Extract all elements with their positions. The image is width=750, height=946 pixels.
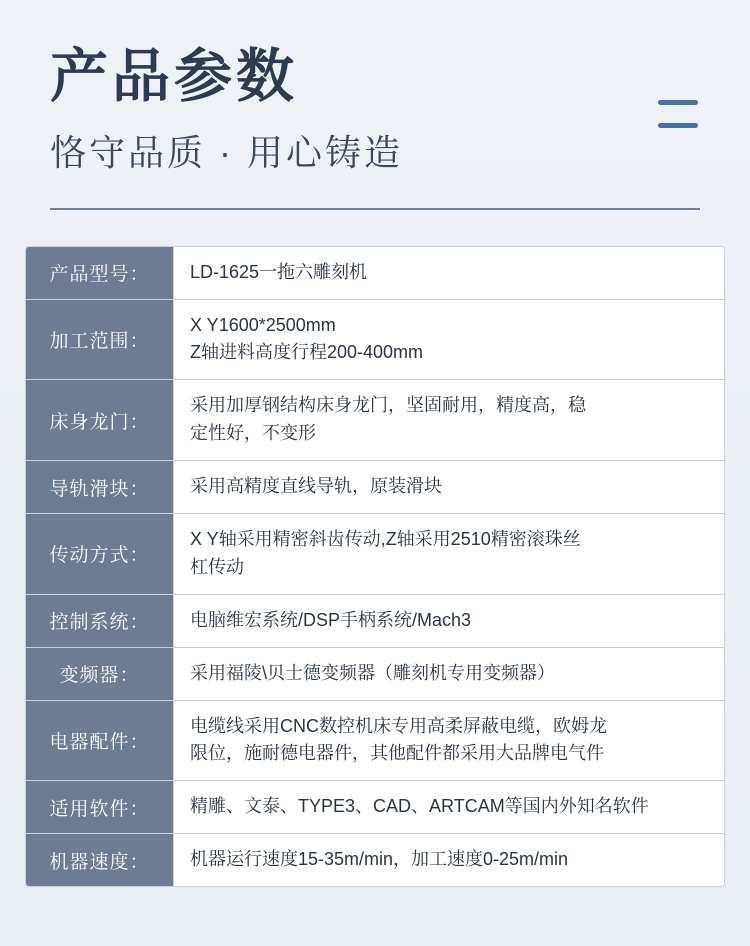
- spec-value-line: X Y1600*2500mm: [190, 314, 336, 335]
- table-row: [26, 648, 724, 701]
- spec-value-line: 采用加厚钢结构床身龙门，坚固耐用，精度高，稳: [190, 395, 586, 416]
- spec-value: [174, 781, 724, 833]
- spec-label: 传动方式：: [26, 514, 174, 594]
- spec-value: [174, 380, 724, 460]
- table-row: [26, 461, 724, 514]
- spec-value-line: 电脑维宏系统/DSP手柄系统/Mach3: [190, 609, 472, 630]
- page-header: [0, 0, 750, 176]
- spec-label: 床身龙门：: [26, 380, 174, 460]
- table-row: [26, 247, 724, 300]
- spec-value-line: 限位，施耐德电器件，其他配件都采用大品牌电气件: [190, 743, 604, 764]
- spec-value: [174, 834, 724, 886]
- spec-value-line: 精雕、文泰、TYPE3、CAD、ARTCAM等国内外知名软件: [190, 796, 649, 817]
- spec-value-line: 杠传动: [190, 556, 244, 577]
- header-divider: [50, 208, 700, 210]
- spec-label: 加工范围：: [26, 300, 174, 380]
- spec-value-line: 采用福陵\贝士德变频器（雕刻机专用变频器）: [190, 662, 555, 683]
- spec-label: 变频器：: [26, 648, 174, 700]
- spec-value: [174, 701, 724, 781]
- spec-label: 控制系统：: [26, 595, 174, 647]
- table-row: [26, 701, 724, 782]
- spec-label: 电器配件：: [26, 701, 174, 781]
- spec-value: [174, 648, 724, 700]
- spec-value: [174, 247, 724, 299]
- spec-value: [174, 514, 724, 594]
- table-row: [26, 514, 724, 595]
- spec-value-line: 机器运行速度15-35m/min，加工速度0-25m/min: [190, 849, 569, 870]
- spec-value: [174, 595, 724, 647]
- table-row: [26, 781, 724, 834]
- page-subtitle: 恪守品质 · 用心铸造: [50, 131, 403, 173]
- table-row: [26, 300, 724, 381]
- spec-value-line: 电缆线采用CNC数控机床专用高柔屏蔽电缆，欧姆龙: [190, 715, 607, 736]
- menu-bar-1: [658, 100, 698, 105]
- spec-table: [25, 246, 725, 887]
- menu-bar-2: [658, 123, 698, 128]
- table-row: [26, 595, 724, 648]
- page-title: 产品参数: [50, 44, 299, 109]
- spec-value-line: LD-1625一拖六雕刻机: [190, 261, 368, 282]
- spec-value: [174, 461, 724, 513]
- spec-value: [174, 300, 724, 380]
- spec-label: 产品型号：: [26, 247, 174, 299]
- hamburger-menu-icon[interactable]: [658, 100, 698, 128]
- spec-label: 机器速度：: [26, 834, 174, 886]
- spec-value-line: 采用高精度直线导轨，原装滑块: [190, 476, 442, 497]
- spec-value-line: Z轴进料高度行程200-400mm: [190, 342, 424, 363]
- table-row: [26, 834, 724, 886]
- spec-value-line: X Y轴采用精密斜齿传动,Z轴采用2510精密滚珠丝: [190, 529, 581, 550]
- spec-label: 适用软件：: [26, 781, 174, 833]
- table-row: [26, 380, 724, 461]
- spec-value-line: 定性好，不变形: [190, 423, 316, 444]
- spec-label: 导轨滑块：: [26, 461, 174, 513]
